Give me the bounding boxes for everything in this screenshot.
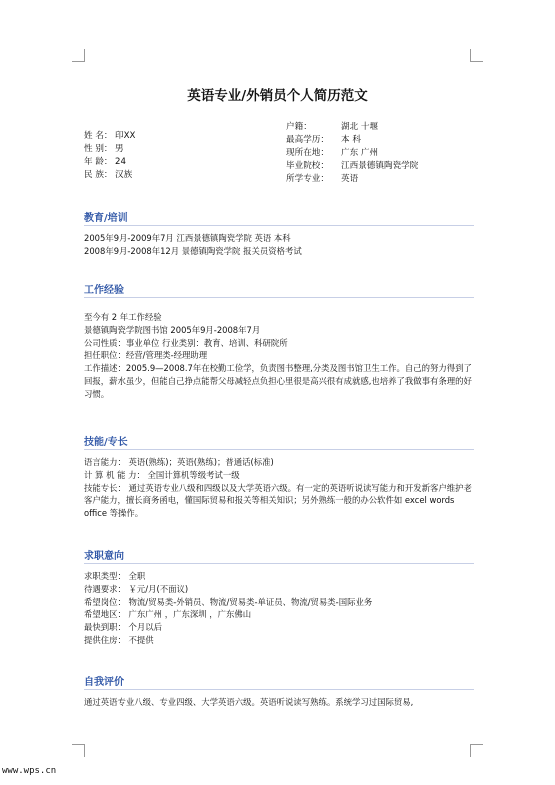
info-label: 现所在地：	[286, 148, 329, 158]
info-hukou-row	[286, 121, 418, 134]
info-value: 印XX	[115, 131, 136, 141]
resume-title: 英语专业/外销员个人简历范文	[187, 88, 368, 104]
work-line: 担任职位：经营/管理类-经理助理	[84, 350, 208, 361]
job-intent-line: 最快到职： 个月以后	[84, 622, 163, 633]
self-eval-section	[84, 673, 474, 709]
page-corner-mark-top-left	[72, 49, 85, 62]
job-intent-heading: 求职意向	[84, 547, 474, 564]
job-intent-line: 希望岗位： 物流/贸易类-外销员、物流/贸易类-单证员、物流/贸易类-国际业务	[84, 596, 373, 607]
job-intent-line: 求职类型： 全职	[84, 571, 146, 581]
info-value: 24	[115, 157, 126, 167]
work-line: 公司性质：事业单位 行业类别：教育、培训、科研院所	[84, 337, 288, 348]
job-intent-line: 待遇要求： ￥元/月(不面议)	[84, 583, 189, 594]
skills-line: 语言能力： 英语(熟练)；英语(熟练)；普通话(标准)	[84, 457, 274, 467]
info-gender-row	[84, 143, 135, 156]
info-value: 广东 广州	[341, 148, 379, 158]
info-label: 年 龄：	[84, 157, 113, 167]
info-label: 户籍：	[286, 122, 312, 132]
basic-info-left	[84, 130, 135, 182]
basic-info-right	[286, 121, 418, 186]
self-eval-text: 通过英语专业八级、专业四级、大学英语六级。英语听说读写熟练。系统学习过国际贸易,	[84, 697, 414, 707]
info-degree-row	[286, 134, 418, 147]
info-ethnicity-row	[84, 169, 135, 182]
info-label: 民 族：	[84, 170, 113, 180]
info-label: 最高学历：	[286, 135, 329, 145]
job-intent-line: 提供住房： 不提供	[84, 634, 154, 645]
info-age-row	[84, 156, 135, 169]
education-list	[84, 232, 474, 258]
site-watermark: www.wps.cn	[2, 766, 57, 776]
work-section	[84, 281, 474, 401]
work-heading: 工作经验	[84, 281, 474, 298]
job-intent-line: 希望地区： 广东广州 ，广东深圳 ，广东佛山	[84, 609, 252, 620]
work-description: 工作描述：2005.9—2008.7年在校勤工俭学，负责图书整理,分类及图书馆卫生工作。自己的努力得到了回报，薪水虽少，但能自己挣点能帮父母减轻点负担心里很是高兴很有成就感,也培养了我做事有条理的好习惯。	[84, 363, 472, 399]
job-intent-list	[84, 570, 474, 647]
info-value: 本 科	[341, 135, 361, 145]
page-corner-mark-bottom-left	[72, 744, 85, 757]
info-label: 所学专业：	[286, 174, 329, 184]
education-line: 2005年9月-2009年7月 江西景德镇陶瓷学院 英语 本科	[84, 233, 291, 243]
info-major-row	[286, 173, 418, 186]
education-heading: 教育/培训	[84, 209, 474, 226]
page-corner-mark-top-right	[470, 49, 483, 62]
info-name-row	[84, 130, 135, 143]
job-intent-section	[84, 547, 474, 647]
page-corner-mark-bottom-right	[470, 744, 483, 757]
info-value: 男	[115, 144, 124, 154]
info-value: 湖北 十堰	[341, 122, 379, 132]
info-value: 英语	[341, 174, 359, 184]
work-line: 景德镇陶瓷学院图书馆 2005年9月-2008年7月	[84, 324, 261, 335]
info-location-row	[286, 147, 418, 160]
work-list	[84, 311, 474, 401]
education-line: 2008年9月-2008年12月 景德镇陶瓷学院 报关员资格考试	[84, 245, 302, 256]
info-value: 汉族	[115, 170, 133, 180]
skills-section	[84, 433, 474, 520]
skills-description: 技能专长： 通过英语专业八级和四级以及大学英语六级。有一定的英语听说读写能力和开发新客户维护老客户能力，擅长商务函电，懂国际贸易和报关等相关知识；另外熟练一般的办公软件如 excel words office 等操作。	[84, 482, 472, 519]
skills-list	[84, 456, 474, 520]
info-value: 江西景德镇陶瓷学院	[341, 161, 419, 171]
info-label: 毕业院校：	[286, 161, 329, 171]
education-section	[84, 209, 474, 258]
skills-line: 计 算 机 能 力： 全国计算机等级考试一级	[84, 469, 240, 480]
skills-heading: 技能/专长	[84, 433, 474, 450]
self-eval-heading: 自我评价	[84, 673, 474, 690]
info-label: 性 别：	[84, 144, 113, 154]
info-school-row	[286, 160, 418, 173]
info-label: 姓 名：	[84, 131, 113, 141]
work-line: 至今有 2 年工作经验	[84, 312, 162, 322]
